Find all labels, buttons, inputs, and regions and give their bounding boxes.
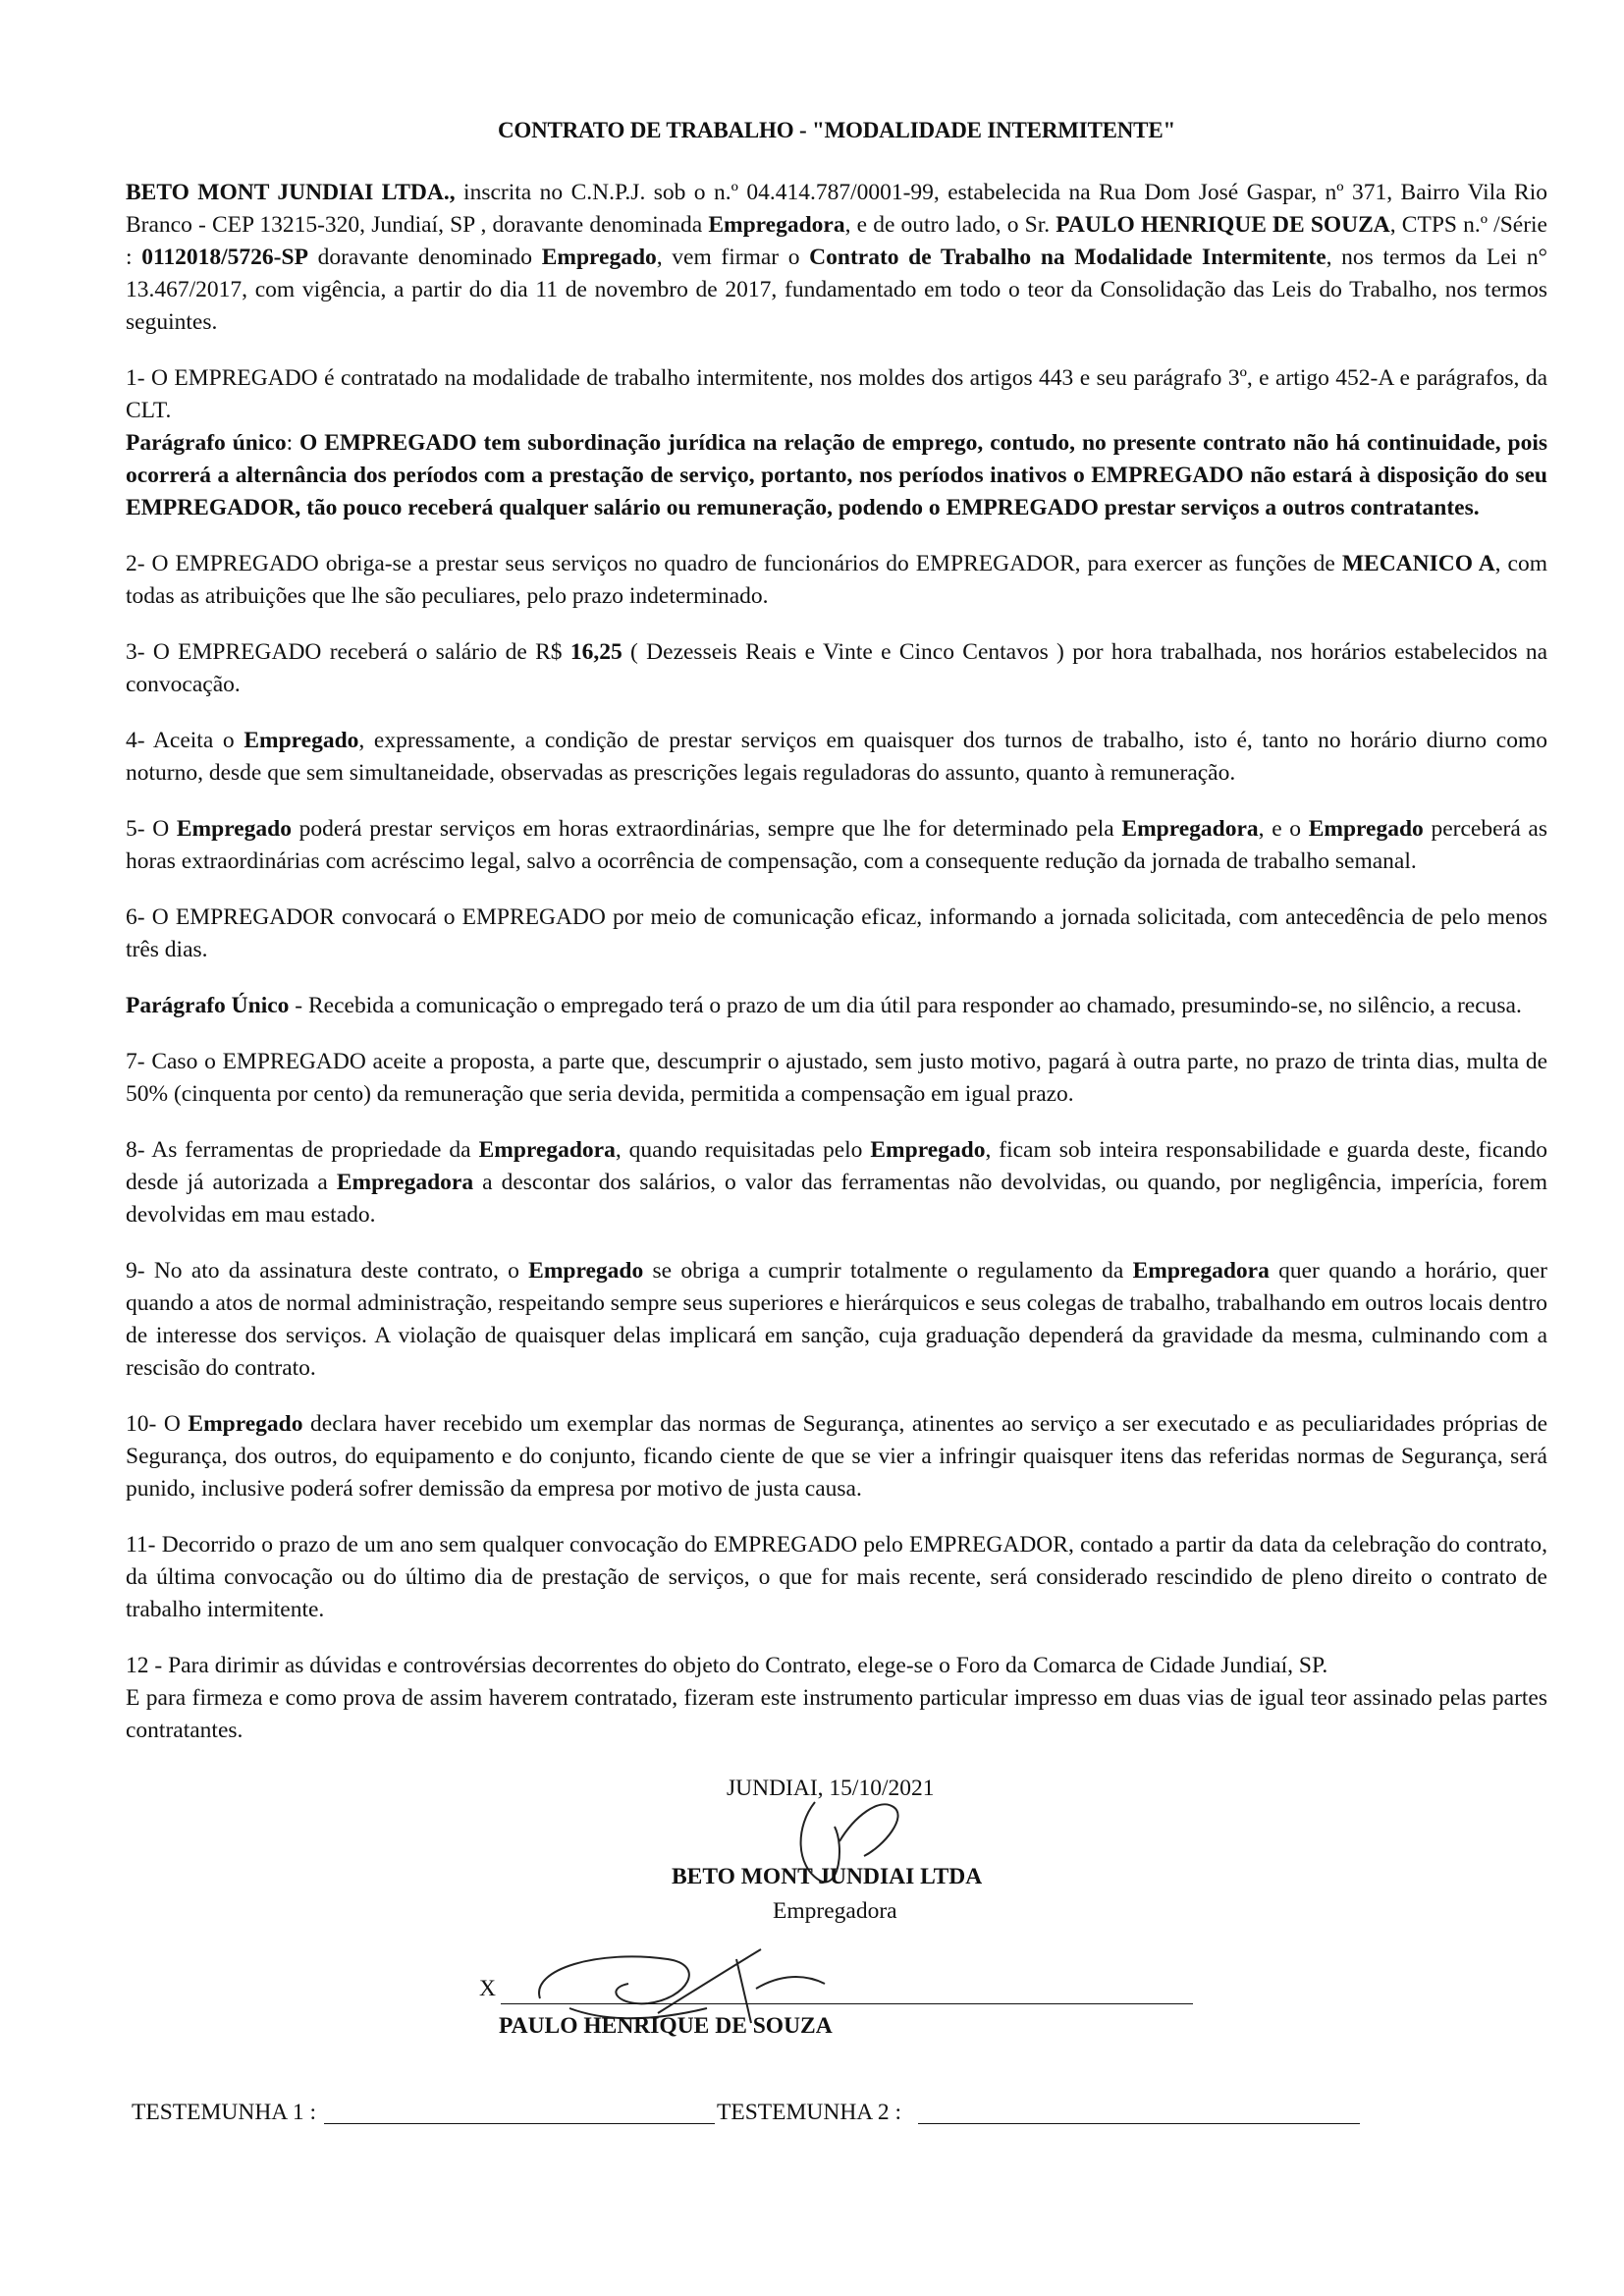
clause-10-text-1: 10- O (126, 1411, 189, 1437)
clause-9-text-1: 9- No ato da assinatura deste contrato, o (126, 1258, 529, 1284)
clause-2 (126, 548, 1547, 613)
intro-paragraph (126, 177, 1547, 339)
contract-page (126, 118, 1547, 1747)
witness-1-label: TESTEMUNHA 1 : (132, 2100, 316, 2125)
clause-1-bold-text: O EMPREGADO tem subordinação jurídica na relação de emprego, contudo, no presente contrato não há continuidade, pois ocorrerá a alternância dos períodos com a prestação de serviço, portanto, nos períodos inativos o EMPREGADO não estará à disposição do seu EMPREGADOR, tão pouco receberá qualquer salário ou remuneração, podendo o EMPREGADO prestar serviços a outros contratantes. (126, 430, 1548, 520)
clause-3 (126, 636, 1547, 701)
closing-statement: E para firmeza e como prova de assim haverem contratado, fizeram este instrumento particular impresso em duas vias de igual teor assinado pelas partes contratantes. (126, 1685, 1547, 1743)
document-title: CONTRATO DE TRABALHO - "MODALIDADE INTERMITENTE" (497, 118, 1176, 142)
clause-4 (126, 725, 1547, 790)
clause-9-text-2: se obriga a cumprir totalmente o regulamento da (643, 1258, 1133, 1284)
intro-text-4: doravante denominado (307, 245, 542, 270)
clause-10 (126, 1408, 1547, 1505)
clause-9-text-3: quer quando a horário, quer quando a atos de normal administração, respeitando sempre seus superiores e hierárquicos e seus colegas de trabalho, trabalhando em outros locais dentro de interesse dos serviços. A violação de quaisquer delas implicará em sanção, cuja graduação dependerá da gravidade da mesma, culminando com a rescisão do contrato. (126, 1258, 1547, 1381)
intro-text-1: inscrita no C.N.P.J. sob o n.º 04.414.787/0001-99, estabelecida na Rua Dom José Gaspar, nº 371, Bairro Vila Rio Branco - CEP 13215-320, Jundiaí, SP , doravante denominada (126, 180, 1547, 238)
clause-8 (126, 1134, 1547, 1231)
clause-8-bold-1: Empregadora (478, 1137, 616, 1163)
clause-5-text-4: perceberá as horas extraordinárias com acréscimo legal, salvo a ocorrência de compensação, com a consequente redução da jornada de trabalho semanal. (126, 816, 1548, 874)
employee-x-mark: X (479, 1976, 496, 2001)
clause-1-sep: : (286, 430, 300, 456)
intro-text-3: , CTPS n.º /Série : (126, 212, 1547, 270)
clause-1-label: Parágrafo único (126, 430, 287, 456)
place-date: JUNDIAI, 15/10/2021 (727, 1776, 935, 1801)
job-role: MECANICO A (1341, 551, 1495, 576)
witness-1-line (324, 2123, 715, 2124)
clause-5 (126, 813, 1547, 878)
clause-5-text-3: , e o (1258, 816, 1309, 842)
intro-text-5: , vem firmar o (656, 245, 810, 270)
clause-3-text-2: ( Dezesseis Reais e Vinte e Cinco Centavos ) por hora trabalhada, nos horários estabelecidos na convocação. (126, 639, 1547, 697)
clause-5-bold-3: Empregado (1308, 816, 1424, 842)
salary-amount: 16,25 (569, 639, 623, 665)
clause-5-bold-2: Empregadora (1121, 816, 1259, 842)
clause-7: 7- Caso o EMPREGADO aceite a proposta, a parte que, descumprir o ajustado, sem justo motivo, pagará à outra parte, no prazo de trinta dias, multa de 50% (cinquenta por cento) da remuneração que seria devida, permitida a compensação em igual prazo. (126, 1049, 1547, 1107)
employer-name: BETO MONT JUNDIAI LTDA (672, 1864, 983, 1889)
clause-9-bold-1: Empregado (528, 1258, 644, 1284)
employee-signature-name: PAULO HENRIQUE DE SOUZA (499, 2013, 833, 2039)
clause-6-label: Parágrafo Único (126, 993, 290, 1018)
employee-name: PAULO HENRIQUE DE SOUZA (1056, 212, 1390, 238)
witness-2-label: TESTEMUNHA 2 : (717, 2100, 901, 2125)
ctps-number: 0112018/5726-SP (141, 245, 308, 270)
clause-8-text-3: , ficam sob inteira responsabilidade e guarda deste, ficando desde já autorizada a (126, 1137, 1547, 1195)
intro-bold-2: Empregado (541, 245, 657, 270)
clause-2-text-1: 2- O EMPREGADO obriga-se a prestar seus serviços no quadro de funcionários do EMPREGADOR, para exercer as funções de (126, 551, 1342, 576)
clause-10-text-2: declara haver recebido um exemplar das normas de Segurança, atinentes ao serviço a ser executado e as peculiaridades próprias de Segurança, dos outros, do equipamento e do conjunto, ficando ciente de que se vier a infringir quaisquer itens das referidas normas de Segurança, será punido, inclusive poderá sofrer demissão da empresa por motivo de justa causa. (126, 1411, 1548, 1502)
clause-10-bold-1: Empregado (188, 1411, 303, 1437)
clause-5-text-2: poderá prestar serviços em horas extraordinárias, sempre que lhe for determinado pela (291, 816, 1122, 842)
clause-3-text-1: 3- O EMPREGADO receberá o salário de R$ (126, 639, 570, 665)
employee-signature-line (501, 2003, 1193, 2004)
clause-8-text-4: a descontar dos salários, o valor das ferramentas não devolvidas, ou quando, por negligência, imperícia, forem devolvidas em mau estado. (126, 1170, 1547, 1228)
clause-4-text-2: , expressamente, a condição de prestar serviços em quaisquer dos turnos de trabalho, isto é, tanto no horário diurno como noturno, desde que sem simultaneidade, observadas as prescrições legais reguladoras do assunto, quanto à remuneração. (126, 728, 1547, 786)
clause-4-bold-1: Empregado (244, 728, 359, 753)
clause-9-bold-2: Empregadora (1132, 1258, 1270, 1284)
intro-bold-3: Contrato de Trabalho na Modalidade Intermitente (809, 245, 1326, 270)
intro-text-2: , e de outro lado, o Sr. (844, 212, 1056, 238)
clause-5-bold-1: Empregado (176, 816, 292, 842)
employer-role: Empregadora (773, 1898, 897, 1924)
clause-8-text-2: , quando requisitadas pelo (615, 1137, 871, 1163)
clause-9 (126, 1255, 1547, 1385)
clause-8-text-1: 8- As ferramentas de propriedade da (126, 1137, 479, 1163)
intro-bold-1: Empregadora (708, 212, 845, 238)
clause-6: 6- O EMPREGADOR convocará o EMPREGADO por meio de comunicação eficaz, informando a jornada solicitada, com antecedência de pelo menos três dias. (126, 904, 1547, 962)
clause-8-bold-2: Empregado (870, 1137, 986, 1163)
clause-12: 12 - Para dirimir as dúvidas e controvérsias decorrentes do objeto do Contrato, elege-se o Foro da Comarca de Cidade Jundiaí, SP. (126, 1653, 1328, 1678)
clause-11: 11- Decorrido o prazo de um ano sem qualquer convocação do EMPREGADO pelo EMPREGADOR, contado a partir da data da celebração do contrato, da última convocação ou do último dia de prestação de serviços, o que for mais recente, será considerado rescindido de pleno direito o contrato de trabalho intermitente. (126, 1532, 1547, 1622)
clause-4-text-1: 4- Aceita o (126, 728, 244, 753)
witness-2-line (918, 2123, 1360, 2124)
clause-1: 1- O EMPREGADO é contratado na modalidade de trabalho intermitente, nos moldes dos artigos 443 e seu parágrafo 3º, e artigo 452-A e parágrafos, da CLT. (126, 365, 1547, 423)
clause-6-paragraph (126, 990, 1547, 1022)
clause-5-text-1: 5- O (126, 816, 177, 842)
company-name: BETO MONT JUNDIAI LTDA., (126, 180, 456, 205)
clause-6-rest: - Recebida a comunicação o empregado terá o prazo de um dia útil para responder ao chamado, presumindo-se, no silêncio, a recusa. (289, 993, 1522, 1018)
intro-text-6: , nos termos da Lei n° 13.467/2017, com vigência, a partir do dia 11 de novembro de 2017, fundamentado em todo o teor da Consolidação das Leis do Trabalho, nos termos seguintes. (126, 245, 1548, 335)
clause-8-bold-3: Empregadora (336, 1170, 474, 1195)
clause-1-paragraph (126, 427, 1547, 524)
clause-2-text-2: , com todas as atribuições que lhe são peculiares, pelo prazo indeterminado. (126, 551, 1547, 609)
